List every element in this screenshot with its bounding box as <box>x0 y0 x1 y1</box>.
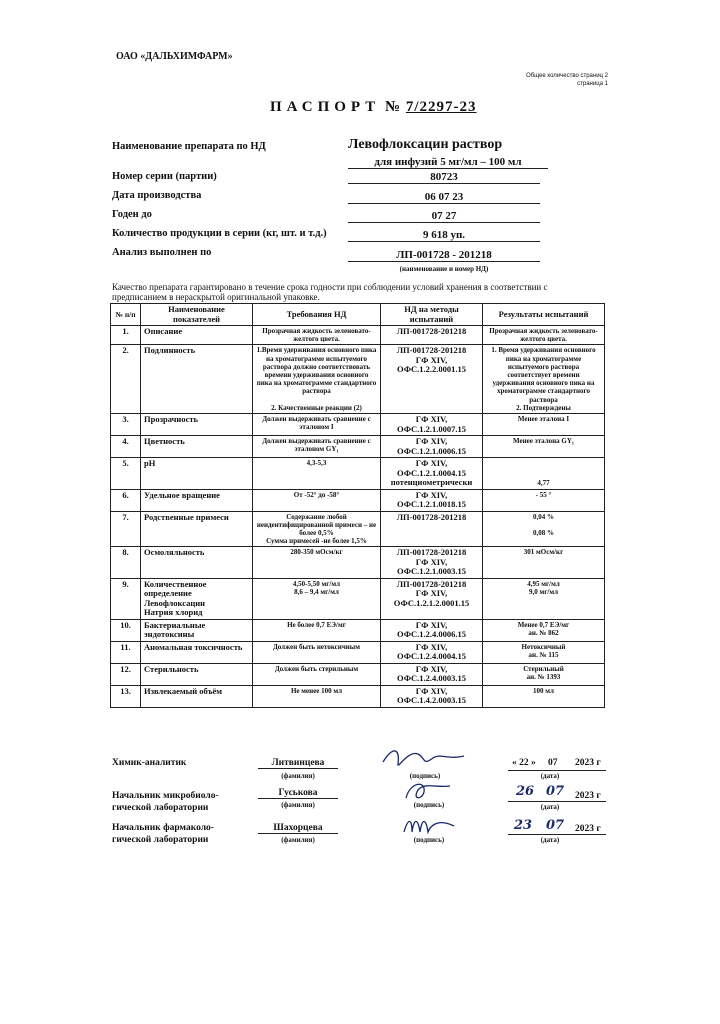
table-row <box>111 663 605 685</box>
row-requirement: Содержание любой неидентифицированной примеси – не более 0,5% Сумма примесей -не более 1,5% <box>253 511 381 547</box>
passport-number: 7/2297-23 <box>405 99 477 115</box>
micro-date-month: 07 <box>546 784 565 799</box>
valid-label: Годен до <box>112 209 152 220</box>
analysis-value: ЛП-001728 - 201218 <box>348 249 540 262</box>
row-result: 1. Время удерживания основного пика на хроматограмме испытуемого раствора соответствует времени удерживания основного пика на хроматограмме стандартного раствора 2. Подтверждены <box>483 345 605 414</box>
row-requirement: От -52° до -58° <box>253 489 381 511</box>
date-value: 06 07 23 <box>348 191 540 204</box>
row-parameter: Цветность <box>141 436 253 458</box>
analysis-caption: (наименование и номер НД) <box>399 265 489 273</box>
results-table <box>110 303 605 708</box>
company-name: ОАО «ДАЛЬХИМФАРМ» <box>116 51 233 62</box>
row-requirement: Прозрачная жидкость зеленовато-желтого цвета. <box>253 326 381 345</box>
micro-sig-caption: (подпись) <box>413 801 445 809</box>
table-row <box>111 326 605 345</box>
pharm-date-line <box>508 834 606 835</box>
pharm-signature-icon <box>398 812 460 838</box>
row-result: Нетоксичный ан. № 115 <box>483 641 605 663</box>
drug-form: для инфузий 5 мг/мл – 100 мл <box>348 156 548 169</box>
series-label: Номер серии (партии) <box>112 171 217 182</box>
table-row <box>111 619 605 641</box>
chemist-name-caption: (фамилия) <box>281 772 315 780</box>
pharm-role-2: гической лаборатории <box>112 835 209 845</box>
micro-date-caption: (дата) <box>540 803 560 811</box>
pharm-date-day: 23 <box>514 818 533 833</box>
name-label: Наименование препарата по НД <box>112 141 266 152</box>
row-result: 4,95 мг/мл 9,0 мг/мл <box>483 578 605 619</box>
micro-date-year: 2023 г <box>575 791 601 801</box>
table-row <box>111 511 605 547</box>
series-value: 80723 <box>348 171 540 184</box>
page-count <box>526 72 608 88</box>
table-row <box>111 547 605 579</box>
row-parameter: Удельное вращение <box>141 489 253 511</box>
pharm-sig-caption: (подпись) <box>413 836 445 844</box>
row-parameter: Извлекаемый объём <box>141 685 253 707</box>
quality-note: Качество препарата гарантировано в течение срока годности при соблюдении условий хранения в соответствии с предписанием в нераскрытой оригинальной упаковке. <box>112 282 548 302</box>
row-result: - 55 ° <box>483 489 605 511</box>
row-number: 11. <box>111 641 141 663</box>
row-method: ГФ XIV, ОФС.1.2.1.0007.15 <box>381 414 483 436</box>
row-result: Менее эталона GY₁ <box>483 436 605 458</box>
row-requirement: Не более 0,7 ЕЭ/мг <box>253 619 381 641</box>
row-parameter: Осмоляльность <box>141 547 253 579</box>
row-result: 0,04 % 0,08 % <box>483 511 605 547</box>
row-method: ГФ XIV, ОФС.1.2.1.0004.15 потенциометрически <box>381 458 483 490</box>
row-result: Стерильный ан. № 1393 <box>483 663 605 685</box>
table-header-row <box>111 304 605 326</box>
chemist-date-month: 07 <box>548 758 558 768</box>
row-result: 301 мОсм/кг <box>483 547 605 579</box>
row-method: ЛП-001728-201218 ГФ XIV, ОФС.1.2.1.2.0001.15 <box>381 578 483 619</box>
row-requirement: Должен быть нетоксичным <box>253 641 381 663</box>
col-number: № п/п <box>111 304 141 326</box>
drug-name: Левофлоксацин раствор <box>348 137 503 152</box>
table-row <box>111 641 605 663</box>
chemist-date-day: « 22 » <box>512 758 536 768</box>
row-number: 13. <box>111 685 141 707</box>
row-result: 4,77 <box>483 458 605 490</box>
table-row <box>111 458 605 490</box>
row-parameter: Родственные примеси <box>141 511 253 547</box>
date-label: Дата производства <box>112 190 202 201</box>
title-word: ПАСПОРТ <box>270 99 381 115</box>
pharm-role-1: Начальник фармаколо- <box>112 823 214 833</box>
row-parameter: pH <box>141 458 253 490</box>
col-name: Наименование показателей <box>141 304 253 326</box>
row-parameter: Аномальная токсичность <box>141 641 253 663</box>
row-number: 3. <box>111 414 141 436</box>
row-method: ГФ XIV, ОФС.1.2.1.0006.15 <box>381 436 483 458</box>
micro-name-caption: (фамилия) <box>281 801 315 809</box>
row-method: ГФ XIV, ОФС.1.2.1.0018.15 <box>381 489 483 511</box>
pharm-name-caption: (фамилия) <box>281 836 315 844</box>
row-method: ЛП-001728-201218 <box>381 511 483 547</box>
row-number: 10. <box>111 619 141 641</box>
row-requirement: Должен быть стерильным <box>253 663 381 685</box>
row-method: ЛП-001728-201218 ГФ XIV, ОФС.1.2.2.0001.15 <box>381 345 483 414</box>
row-parameter: Описание <box>141 326 253 345</box>
chemist-role: Химик-аналитик <box>112 758 187 768</box>
col-method: НД на методы испытаний <box>381 304 483 326</box>
row-number: 12. <box>111 663 141 685</box>
qty-label: Количество продукции в серии (кг, шт. и т.д.) <box>112 228 327 239</box>
row-requirement: Должен выдерживать сравнение с эталоном I <box>253 414 381 436</box>
row-requirement: Должен выдерживать сравнение с эталоном GY₁ <box>253 436 381 458</box>
table-row <box>111 414 605 436</box>
row-method: ЛП-001728-201218 <box>381 326 483 345</box>
row-parameter: Бактериальные эндотоксины <box>141 619 253 641</box>
row-result: Менее эталона I <box>483 414 605 436</box>
qty-value: 9 618 уп. <box>348 229 540 242</box>
row-number: 2. <box>111 345 141 414</box>
row-requirement: 280-350 мОсм/кг <box>253 547 381 579</box>
row-number: 9. <box>111 578 141 619</box>
valid-value: 07 27 <box>348 210 540 223</box>
row-method: ЛП-001728-201218 ГФ XIV, ОФС.1.2.1.0003.15 <box>381 547 483 579</box>
table-row <box>111 345 605 414</box>
analysis-label: Анализ выполнен по <box>112 247 212 258</box>
col-result: Результаты испытаний <box>483 304 605 326</box>
page-number: страница 1 <box>577 81 608 87</box>
row-requirement: 1.Время удерживания основного пика на хроматограмме испытуемого раствора должно соответствовать времени удерживания основного пика на хроматограмме стандартного раствора 2. Качественные реакции (2) <box>253 345 381 414</box>
pharm-date-month: 07 <box>546 818 565 833</box>
chemist-date-line <box>508 770 606 771</box>
row-result: Менее 0,7 ЕЭ/мг ан. № 862 <box>483 619 605 641</box>
table-row <box>111 489 605 511</box>
pharm-name: Шахорцева <box>258 823 338 834</box>
micro-role-1: Начальник микробиоло- <box>112 791 219 801</box>
row-number: 7. <box>111 511 141 547</box>
row-requirement: Не менее 100 мл <box>253 685 381 707</box>
col-requirement: Требования НД <box>253 304 381 326</box>
pages-total: Общее количество страниц 2 <box>526 73 608 79</box>
row-number: 5. <box>111 458 141 490</box>
row-requirement: 4,3-5,3 <box>253 458 381 490</box>
page-title <box>270 99 477 116</box>
micro-role-2: гической лаборатории <box>112 803 209 813</box>
chemist-sig-caption: (подпись) <box>409 772 441 780</box>
table-row <box>111 436 605 458</box>
table-row <box>111 685 605 707</box>
row-number: 1. <box>111 326 141 345</box>
pharm-date-caption: (дата) <box>540 836 560 844</box>
title-no-label: № <box>385 99 402 115</box>
row-requirement: 4,50-5,50 мг/мл 8,6 – 9,4 мг/мл <box>253 578 381 619</box>
chemist-signature-icon <box>378 744 468 772</box>
row-method: ГФ XIV, ОФС.1.4.2.0003.15 <box>381 685 483 707</box>
row-method: ГФ XIV, ОФС.1.2.4.0004.15 <box>381 641 483 663</box>
row-parameter: Стерильность <box>141 663 253 685</box>
row-result: Прозрачная жидкость зеленовато-желтого цвета. <box>483 326 605 345</box>
row-parameter: Количественное определение Левофлоксацин Натрия хлорид <box>141 578 253 619</box>
row-parameter: Прозрачность <box>141 414 253 436</box>
row-result: 100 мл <box>483 685 605 707</box>
row-number: 8. <box>111 547 141 579</box>
micro-date-line <box>508 801 606 802</box>
chemist-name: Литвинцева <box>258 758 338 769</box>
row-number: 6. <box>111 489 141 511</box>
row-number: 4. <box>111 436 141 458</box>
micro-name: Гуськова <box>258 788 338 799</box>
row-parameter: Подлинность <box>141 345 253 414</box>
pharm-date-year: 2023 г <box>575 824 601 834</box>
micro-date-day: 26 <box>516 784 535 799</box>
chemist-date-caption: (дата) <box>540 772 560 780</box>
row-method: ГФ XIV, ОФС.1.2.4.0006.15 <box>381 619 483 641</box>
row-method: ГФ XIV, ОФС.1.2.4.0003.15 <box>381 663 483 685</box>
table-row <box>111 578 605 619</box>
chemist-date-year: 2023 г <box>575 758 601 768</box>
